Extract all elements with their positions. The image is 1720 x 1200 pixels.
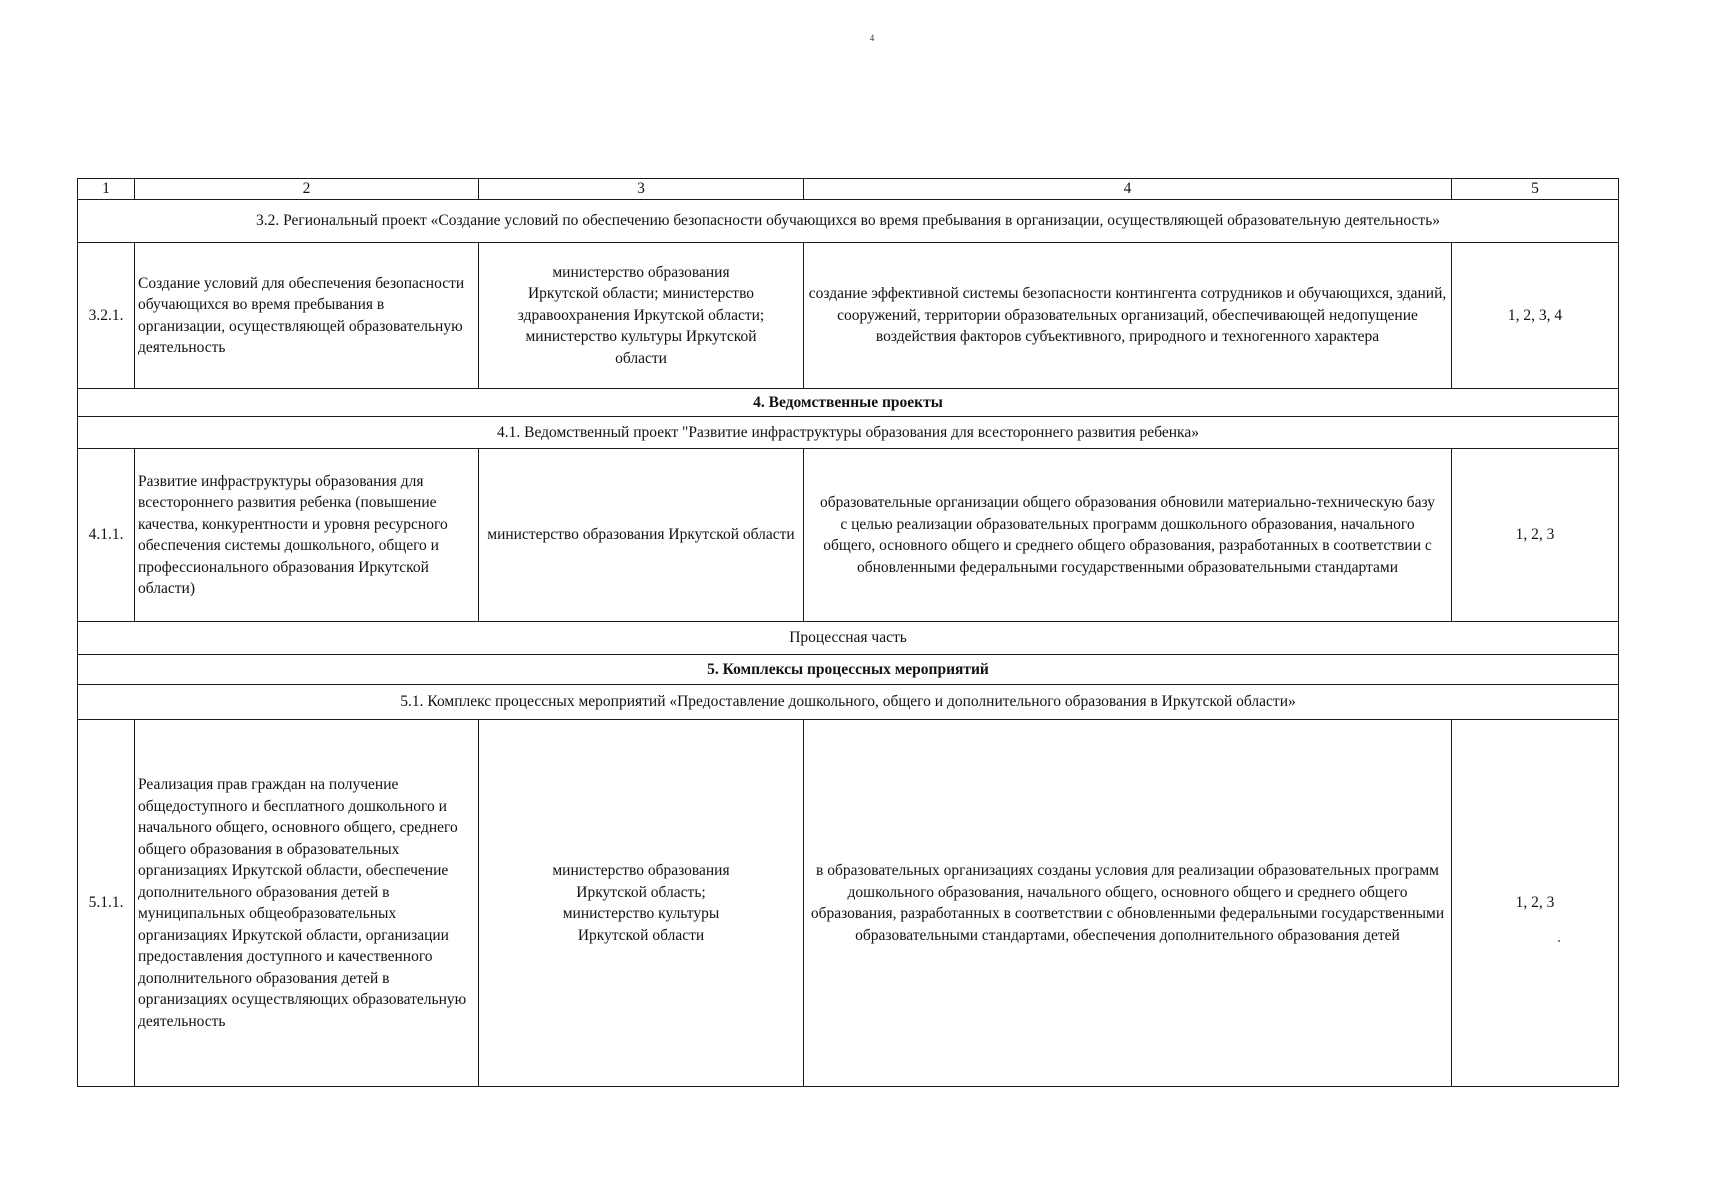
task-cell: Создание условий для обеспечения безопасности обучающихся во время пребывания в организации, осуществляющей образовательную деятельность: [135, 243, 479, 389]
section-row: [78, 655, 1619, 685]
task-cell: Реализация прав граждан на получение общедоступного и бесплатного дошкольного и начального общего, основного общего, среднего общего образования в образовательных организациях Иркутской области, обеспечение дополнительного образования детей в муниципальных общеобразовательных организациях Иркутской области, организации предоставления доступного и качественного дополнительного образования детей в организациях осуществляющих образовательную деятельность: [135, 720, 479, 1087]
process-part-title: Процессная часть: [78, 622, 1619, 655]
section-3-2-title: 3.2. Региональный проект «Создание условий по обеспечению безопасности обучающихся во время пребывания в организации, осуществляющей образовательную деятельность»: [78, 200, 1619, 243]
section-row: [78, 389, 1619, 417]
section-5-title: 5. Комплексы процессных мероприятий: [78, 655, 1619, 685]
responsible-cell: министерство образования Иркутской область; министерство культуры Иркутской области: [479, 720, 804, 1087]
column-header-1: 1: [78, 179, 135, 200]
section-row: [78, 685, 1619, 720]
table-row: [78, 243, 1619, 389]
section-5-1-title: 5.1. Комплекс процессных мероприятий «Предоставление дошкольного, общего и дополнительного образования в Иркутской области»: [78, 685, 1619, 720]
link-cell: 1, 2, 3: [1452, 449, 1619, 622]
scan-speck: [1558, 940, 1560, 942]
section-row: [78, 622, 1619, 655]
section-row: [78, 417, 1619, 449]
row-number: 5.1.1.: [78, 720, 135, 1087]
section-4-1-title: 4.1. Ведомственный проект "Развитие инфраструктуры образования для всестороннего развития ребенка»: [78, 417, 1619, 449]
program-table: [77, 178, 1619, 1087]
section-4-title: 4. Ведомственные проекты: [78, 389, 1619, 417]
link-cell: 1, 2, 3, 4: [1452, 243, 1619, 389]
row-number: 4.1.1.: [78, 449, 135, 622]
column-number-header: [78, 179, 1619, 200]
page-number: 4: [869, 33, 875, 43]
result-cell: создание эффективной системы безопасности контингента сотрудников и обучающихся, зданий, сооружений, территории образовательных организаций, обеспечивающей недопущение воздействия факторов субъективного, природного и техногенного характера: [804, 243, 1452, 389]
result-cell: образовательные организации общего образования обновили материально-техническую базу с целью реализации образовательных программ дошкольного образования, начального общего, основного общего и среднего общего образования, разработанных в соответствии с обновленными федеральными государственными образовательными стандартами: [804, 449, 1452, 622]
table-row: [78, 449, 1619, 622]
task-cell: Развитие инфраструктуры образования для всестороннего развития ребенка (повышение качества, конкурентности и уровня ресурсного обеспечения системы дошкольного, общего и профессионального образования Иркутской области): [135, 449, 479, 622]
column-header-2: 2: [135, 179, 479, 200]
section-row: [78, 200, 1619, 243]
table-row: [78, 720, 1619, 1087]
column-header-3: 3: [479, 179, 804, 200]
link-cell: 1, 2, 3: [1452, 720, 1619, 1087]
column-header-4: 4: [804, 179, 1452, 200]
result-cell: в образовательных организациях созданы условия для реализации образовательных программ дошкольного образования, начального общего, основного общего и среднего общего образования, разработанных в соответствии с обновленными федеральными государственными образовательными стандартами, обеспечения дополнительного образования детей: [804, 720, 1452, 1087]
column-header-5: 5: [1452, 179, 1619, 200]
responsible-cell: министерство образования Иркутской области: [479, 449, 804, 622]
row-number: 3.2.1.: [78, 243, 135, 389]
responsible-cell: министерство образования Иркутской области; министерство здравоохранения Иркутской области; министерство культуры Иркутской области: [479, 243, 804, 389]
